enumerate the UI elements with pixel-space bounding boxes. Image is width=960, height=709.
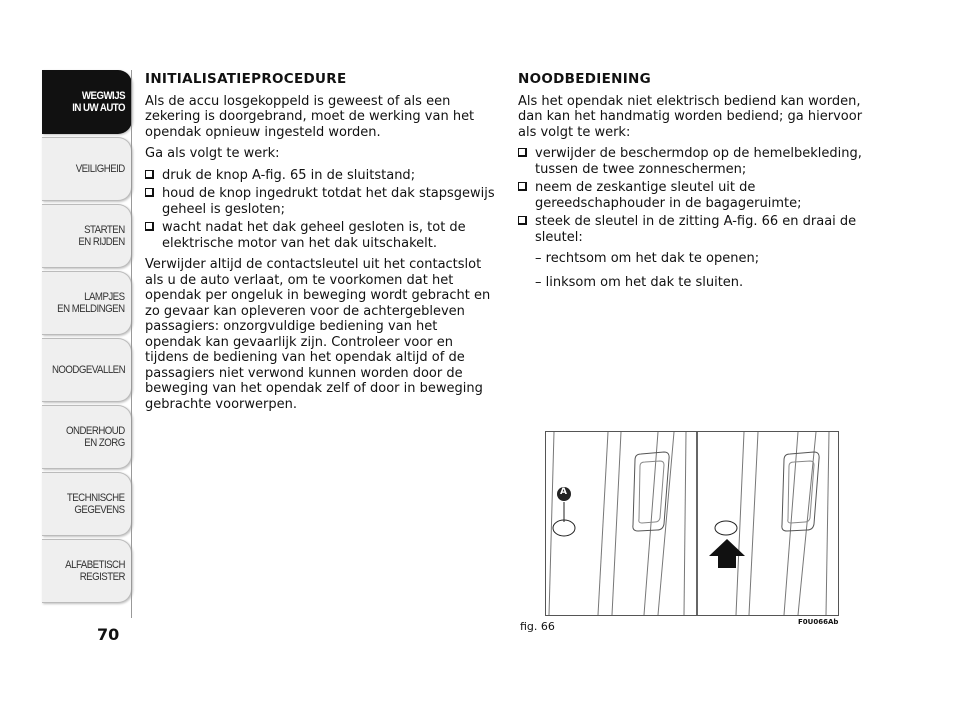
tab-label: WEGWIJS IN UW AUTO [72,90,125,114]
tab-label: STARTEN EN RIJDEN [78,224,125,248]
tab-lampjes[interactable] [42,271,132,335]
checkbox-bullet-icon [145,222,154,231]
checkbox-bullet-icon [145,188,154,197]
sub-step-counterclockwise: – linksom om het dak te sluiten. [535,274,744,290]
tab-wegwijs[interactable] [42,70,132,134]
tab-technische[interactable] [42,472,132,536]
list-item: wacht nadat het dak geheel gesloten is, tot de elektrische motor van het dak uitschakelt. [145,220,495,251]
sunroof-illustration [546,432,838,615]
figure-code: F0U066Ab [798,618,839,626]
sub-step-clockwise: – rechtsom om het dak te openen; [535,251,760,266]
page-number: 70 [97,625,120,644]
list-item: neem de zeskantige sleutel uit de gereedschaphouder in de bagageruimte; [518,180,868,211]
list-item: druk de knop A-fig. 65 in de sluitstand; [145,168,495,184]
checkbox-bullet-icon [518,148,527,157]
list-item: steek de sleutel in de zitting A-fig. 66 en draai de sleutel: [518,214,868,245]
tab-label: LAMPJES EN MELDINGEN [57,291,125,315]
list-item: houd de knop ingedrukt totdat het dak stapsgewijs geheel is gesloten; [145,186,495,217]
left-steps-intro: Ga als volgt te werk: [145,146,280,161]
tab-starten[interactable] [42,204,132,268]
chapter-sidebar [42,70,132,606]
left-heading: INITIALISATIEPROCEDURE [145,71,347,87]
socket-right [715,521,737,535]
figure-66 [545,431,839,616]
figure-caption: fig. 66 [520,620,555,633]
right-intro: Als het opendak niet elektrisch bediend kan worden, dan kan het handmatig worden bediend; ga hiervoor als volgt te werk: [518,93,863,140]
tab-veiligheid[interactable] [42,137,132,201]
tab-label: VEILIGHEID [75,163,125,175]
tab-label: ALFABETISCH REGISTER [65,559,125,583]
left-warning: Verwijder altijd de contactsleutel uit het contactslot als u de auto verlaat, om te voorkomen dat het opendak per ongeluk in beweging wordt gebracht en zo gevaar kan opleveren voor de achtergebleven passagiers: onzorgvuldige bediening van het opendak kan gevaarlijk zijn. Controleer voor en tijdens de bediening van het opendak altijd of de passagiers niet verwond kunnen worden door de beweging van het opendak zelf of door in beweging gebrachte voorwerpen. [145,257,491,412]
tab-label: TECHNISCHE GEGEVENS [67,492,125,516]
tab-label: NOODGEVALLEN [51,364,125,376]
checkbox-bullet-icon [518,216,527,225]
checkbox-bullet-icon [145,170,154,179]
tab-onderhoud[interactable] [42,405,132,469]
right-steps [518,146,868,245]
sidebar-divider [131,70,132,618]
left-intro: Als de accu losgekoppeld is geweest of als een zekering is doorgebrand, moet de werking van het opendak opnieuw ingesteld worden. [145,93,475,140]
checkbox-bullet-icon [518,182,527,191]
tab-alfabetisch[interactable] [42,539,132,603]
list-item: verwijder de beschermdop op de hemelbekleding, tussen de twee zonneschermen; [518,146,868,177]
right-heading: NOODBEDIENING [518,71,652,87]
tab-label: ONDERHOUD EN ZORG [66,425,125,449]
marker-a: A [560,487,567,497]
tab-noodgevallen[interactable] [42,338,132,402]
left-steps [145,168,495,252]
right-column [518,72,868,298]
left-column [145,72,495,418]
